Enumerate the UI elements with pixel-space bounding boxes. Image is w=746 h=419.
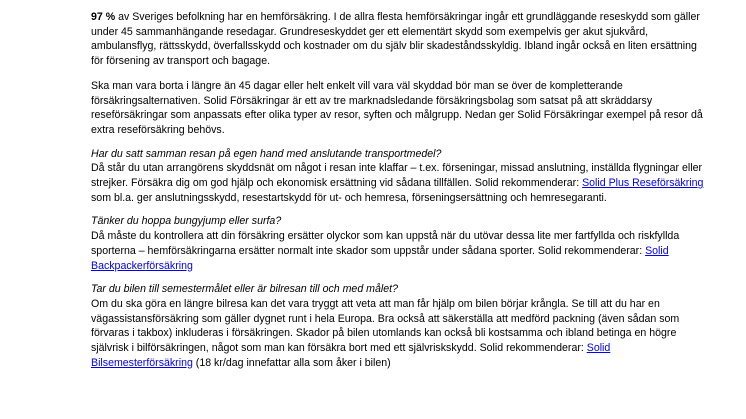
solid-plus-reseforsakring-link[interactable]: Solid Plus Reseförsäkring (582, 177, 704, 190)
section-text-after: (18 kr/dag innefattar alla som åker i bilen) (192, 356, 391, 369)
section-connecting-transport (91, 147, 711, 206)
solid-backpackerforsakring-link[interactable]: Solid Backpackerförsäkring (91, 244, 669, 272)
section-body (91, 297, 711, 371)
section-question: Tar du bilen till semestermålet eller är bilresan till och med målet? (91, 283, 398, 296)
section-body (91, 229, 711, 273)
section-question: Har du satt samman resan på egen hand med anslutande transportmedel? (91, 147, 442, 160)
overview-paragraph (91, 79, 711, 138)
section-question: Tänker du hoppa bungyjump eller surfa? (91, 215, 282, 228)
intro-bold-lead: 97 % (91, 11, 116, 23)
intro-body: av Sveriges befolkning har en hemförsäkring. I de allra flesta hemförsäkringar ingår ett grundläggande reseskydd som gäller under 45 sammanhängande resedagar. Grundreseskyddet ger ett elementärt skydd som exempelvis ger akut sjukvård, ambulansflyg, rättsskydd, överfallsskydd och kostnader om du själv blir skadeståndsskyldig. Ibland ingår också en liten ersättning för försening av transport och bagage. (91, 11, 700, 68)
section-body (91, 161, 711, 205)
section-car-trip (91, 282, 711, 370)
section-text: Då står du utan arrangörens skyddsnät om något i resan inte klaffar – t.ex. förseningar, missad anslutning, inställda flygningar eller strejker. Försäkra dig om god hjälp och ekonomisk ersättning vid sådana tillfällen. Solid rekommenderar: (91, 162, 703, 190)
intro-text (91, 10, 711, 69)
solid-bilsemesterforsakring-link[interactable]: Solid Bilsemesterförsäkring (91, 342, 611, 369)
section-extreme-sports (91, 214, 711, 273)
section-text: Om du ska göra en längre bilresa kan det vara tryggt att veta att man får hjälp om bilen börjar krångla. Se till att du har en vägassistansförsäkring som gäller dygnet runt i hela Europa. Bra också att säkerställa att medförd packning (även sådan som förvaras i takbox) inkluderas i försäkringen. Skador på bilen utomlands kan också bli kostsamma och ibland betinga en högre självrisk i bilförsäkringen, något som man kan försäkra bort med ett självriskskydd. Solid rekommenderar: (91, 297, 680, 355)
section-text: Då måste du kontrollera att din försäkring ersätter olyckor som kan uppstå när du utövar dessa lite mer fartfyllda och riskfyllda sporterna – hemförsäkringarna ersätter normalt inte skador som uppstår under sådana sporter. Solid rekommenderar: (91, 230, 680, 257)
intro-paragraph (91, 10, 711, 69)
overview-text: Ska man vara borta i längre än 45 dagar eller helt enkelt vill vara väl skyddad bör man se över de kompletterande försäkringsalternativen. Solid Försäkringar är ett av tre marknadsledande försäkringsbolag som satsat på att skräddarsy reseförsäkringar som anpassats efter olika typer av resor, syften och målgrupp. Nedan ger Solid Försäkringar exempel på resor då extra reseförsäkring behövs. (91, 79, 703, 136)
document-body (91, 10, 711, 379)
section-text-after: som bl.a. ger anslutningsskydd, resestartskydd för ut- och hemresa, förseningsersättning och hemresegaranti. (91, 191, 607, 204)
